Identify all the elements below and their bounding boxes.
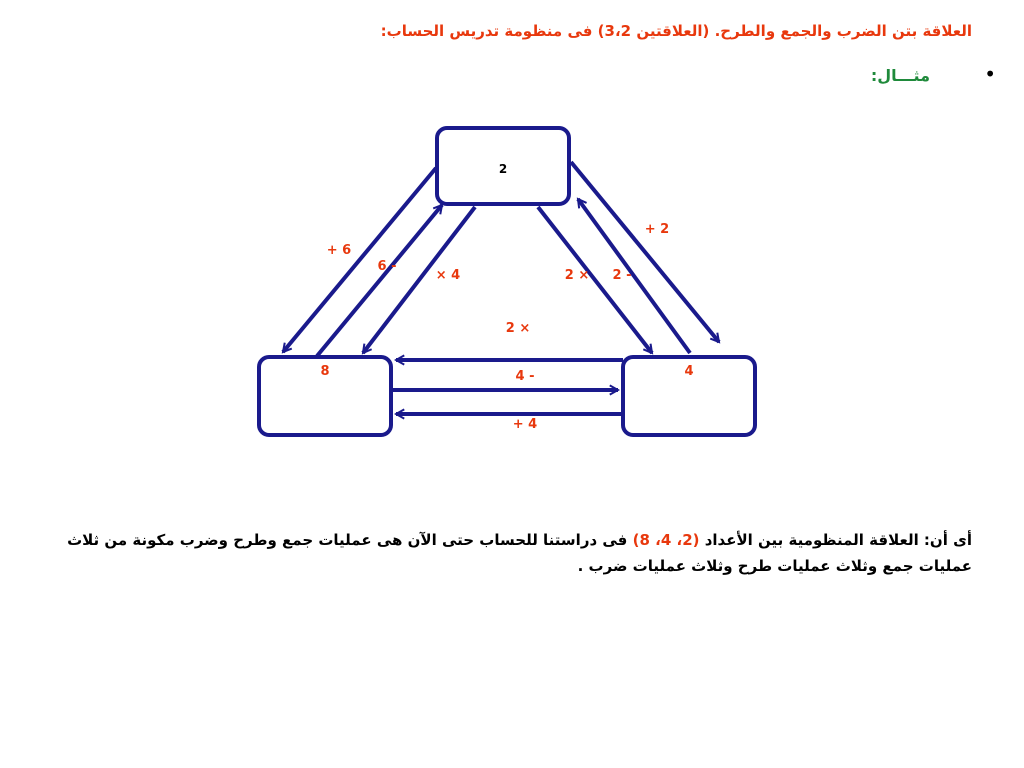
label-times-2-inner: 2 × [564,268,590,283]
slide-title-text: العلاقة بتن الضرب والجمع والطرح. (العلاقتين 3،2) فى منظومة تدريس الحساب: [380,22,972,40]
conclusion-text-start: أى أن: العلاقة المنظومية بين الأعداد [699,531,972,549]
label-minus-6: 6 - [377,259,397,274]
node-left-value: 8 [320,364,330,379]
label-minus-4: 4 - [515,369,535,384]
arrow-top-to-right-outer [571,162,719,342]
conclusion-numbers: (2، 4، 8) [632,531,700,549]
node-top-value: 2 [498,162,508,176]
conclusion-text-end: فى دراستنا للحساب حتى الآن هى عمليات جمع وطرح وضرب مكونة من ثلاث عمليات جمع وثلاث عمليات طرح وثلاث عمليات ضرب . [67,531,972,575]
label-plus-4: + 4 [512,417,538,432]
example-label: مثـــال: [870,66,930,85]
node-right-value: 4 [684,364,694,379]
bullet-icon: • [984,62,996,86]
label-minus-2: 2 - [612,268,632,283]
conclusion-paragraph [42,527,972,579]
arrow-top-to-left-outer [283,168,436,352]
label-times-2-center: 2 × [505,321,531,336]
label-plus-2: + 2 [644,222,670,237]
label-plus-6: + 6 [326,243,352,258]
label-times-4: × 4 [435,268,461,283]
